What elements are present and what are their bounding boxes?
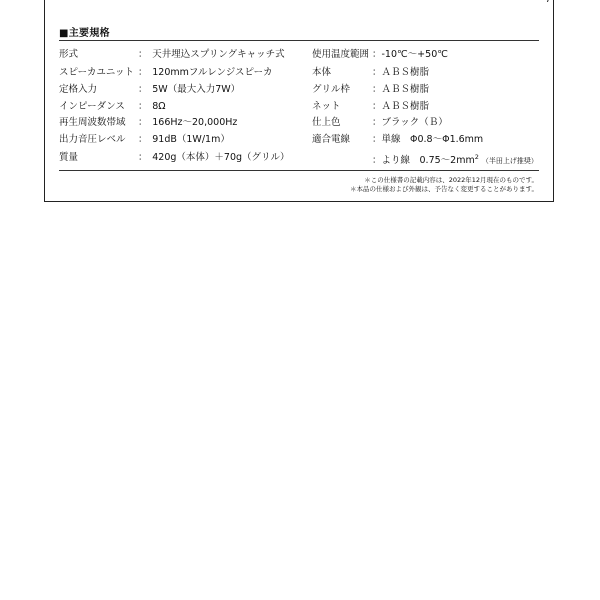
spec-value: ：より線 0.75～2mm: [372, 155, 475, 166]
spec-value: ： 120mmフルレンジスピーカ: [138, 67, 273, 78]
spec-label: スピーカユニット: [59, 67, 135, 78]
spec-label: 定格入力: [59, 84, 98, 95]
spec-label: グリル枠: [312, 84, 351, 95]
spec-label: 使用温度範囲: [312, 49, 370, 60]
spec-value: ： 420g（本体）＋70g（グリル）: [138, 152, 290, 163]
spec-value: ： 8Ω: [138, 101, 166, 112]
spec-value: ： 天井埋込スプリングキャッチ式: [138, 49, 285, 60]
footnote: ＊本品の仕様および外観は、予告なく変更することがあります。: [350, 185, 538, 193]
spec-label: 形式: [59, 49, 79, 60]
top-divider: [59, 40, 539, 41]
spec-value: ：ＡＢＳ樹脂: [372, 84, 430, 95]
spec-row-stranded-wire: [372, 151, 538, 167]
spec-label: 本体: [312, 67, 332, 78]
spec-label: 出力音圧レベル: [59, 134, 126, 145]
spec-label: ネット: [312, 101, 341, 112]
spec-value: ：-10℃～+50℃: [372, 49, 448, 60]
spec-label: 再生周波数帯域: [59, 117, 126, 128]
superscript: 2: [474, 153, 479, 161]
spec-value: ：ＡＢＳ樹脂: [372, 67, 430, 78]
spec-value: ： 91dB（1W/1m）: [138, 134, 230, 145]
section-title: ■主要規格: [59, 28, 110, 39]
spec-label: インピーダンス: [59, 101, 125, 112]
spec-value: ： 166Hz～20,000Hz: [138, 117, 238, 128]
spec-value: ：ブラック（Ｂ）: [372, 117, 448, 128]
bottom-divider: [59, 170, 539, 171]
spec-label: 仕上色: [312, 117, 341, 128]
spec-label: 適合電線: [312, 134, 351, 145]
spec-label: 質量: [59, 152, 79, 163]
spec-value: ：単線 Φ0.8～Φ1.6mm: [372, 134, 484, 145]
spec-value: ： 5W（最大入力7W）: [138, 84, 241, 95]
spec-note: （半田上げ推奨）: [481, 157, 538, 165]
footnote: ＊この仕様書の記載内容は、2022年12月現在のものです。: [364, 176, 538, 184]
spec-value: ：ＡＢＳ樹脂: [372, 101, 430, 112]
frame-corner-mark: [537, 0, 550, 2]
